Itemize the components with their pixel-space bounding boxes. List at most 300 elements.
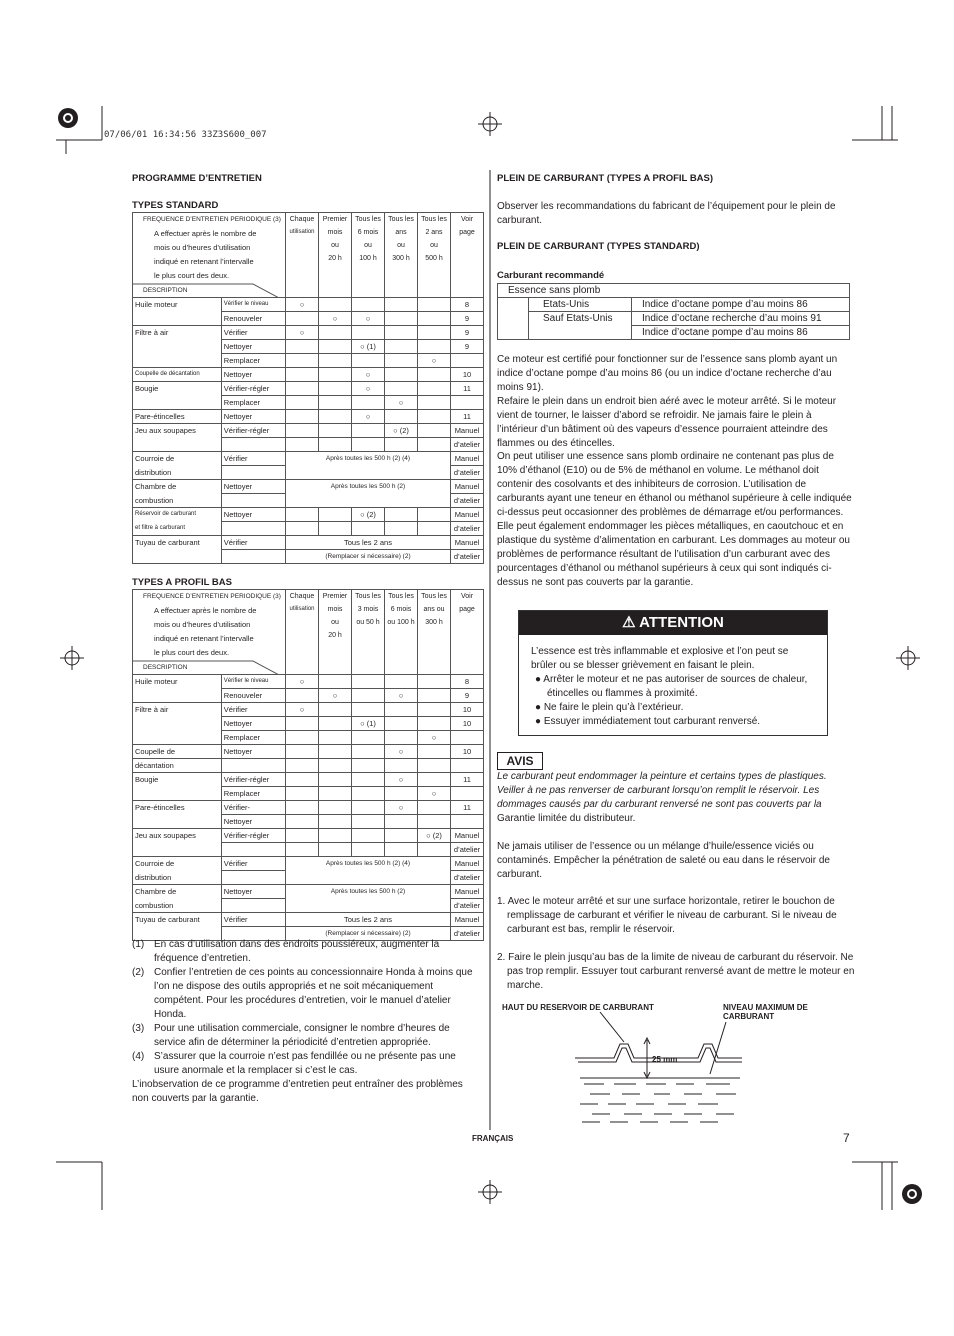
table-cell xyxy=(418,745,451,759)
table-cell: ○ xyxy=(352,382,385,396)
table-cell xyxy=(133,787,222,801)
col-text: mois xyxy=(327,606,343,613)
table-cell xyxy=(385,703,418,717)
table-cell: Nettoyer xyxy=(221,717,285,731)
section-title: PROGRAMME D’ENTRETIEN xyxy=(132,173,262,184)
table-cell xyxy=(286,731,319,745)
table-cell xyxy=(451,354,484,368)
footnote xyxy=(132,1022,476,1050)
table-cell: Remplacer xyxy=(221,731,285,745)
table-cell xyxy=(319,829,352,843)
col-text: 3 mois xyxy=(357,606,379,613)
table-cell xyxy=(451,759,484,773)
table-cell xyxy=(418,675,451,689)
table-cell xyxy=(385,340,418,354)
freq-header: FREQUENCE D’ENTRETIEN PERIODIQUE (3) xyxy=(143,216,281,223)
table-cell xyxy=(286,759,319,773)
table-cell xyxy=(352,843,385,857)
table-cell xyxy=(451,396,484,410)
cell: Tous les 2 ans xyxy=(286,913,451,927)
table-cell xyxy=(418,410,451,424)
col-text: page xyxy=(459,229,475,236)
table-cell xyxy=(286,438,319,452)
table-cell xyxy=(319,787,352,801)
cell: d’atelier xyxy=(451,899,484,913)
cell: Manuel xyxy=(451,857,484,871)
table-cell: Manuel xyxy=(451,424,484,438)
cell: Manuel xyxy=(451,885,484,899)
table-row xyxy=(133,717,484,731)
attention-label: ATTENTION xyxy=(639,614,724,631)
cell: d’atelier xyxy=(451,494,484,508)
table-row xyxy=(133,801,484,815)
table-cell xyxy=(133,689,222,703)
footnote-number: (4) xyxy=(132,1051,145,1062)
table-cell: ○ (2) xyxy=(385,424,418,438)
fuel-table xyxy=(497,283,850,340)
table-cell: ○ xyxy=(286,298,319,312)
table-cell: ○ xyxy=(385,773,418,787)
col-text: ou xyxy=(397,242,405,249)
table-cell xyxy=(286,410,319,424)
table-cell: Nettoyer xyxy=(221,410,285,424)
table-cell: décantation xyxy=(133,759,222,773)
paragraph: Ne jamais utiliser de l’essence ou un mélange d’huile/essence viciés ou contaminés. Empêcher la pénétration de saleté ou eau dans le réservoir de carburant. xyxy=(497,841,830,880)
table-cell xyxy=(352,438,385,452)
table-cell xyxy=(418,298,451,312)
table-cell xyxy=(221,759,285,773)
col-text: 300 h xyxy=(392,255,410,262)
table-cell xyxy=(451,815,484,829)
avis-text-end: Garantie limitée du distributeur. xyxy=(497,813,636,824)
table-cell xyxy=(133,354,222,368)
cell: d’atelier xyxy=(451,871,484,885)
table-cell xyxy=(286,396,319,410)
profil-title: TYPES A PROFIL BAS xyxy=(132,577,232,588)
footnote-text: Confier l’entretien de ces points au concessionnaire Honda à moins que l’on ne dispose des outils appropriés et ne soit mécaniquement compétent. Pour les procédures d’entretien, voir le manuel d’atelier Honda. xyxy=(154,967,473,1020)
table-cell xyxy=(352,801,385,815)
table-cell xyxy=(319,759,352,773)
col-text: 2 ans xyxy=(425,229,443,236)
cell: Vérifier xyxy=(221,536,285,550)
table-cell xyxy=(133,815,222,829)
maintenance-table-standard xyxy=(132,212,484,564)
fig-label-top: HAUT DU RESERVOIR DE CARBURANT xyxy=(502,1003,654,1012)
table-cell: ○ (2) xyxy=(418,829,451,843)
table-cell xyxy=(221,438,285,452)
paragraph: Ce moteur est certifié pour fonctionner sur de l’essence sans plomb ayant un indice d’octane pompe d’au moins 86 (ou un indice d’octane recherche d’au moins 91). xyxy=(497,354,838,393)
col-text: Tous les xyxy=(388,216,414,223)
table-cell xyxy=(352,675,385,689)
table-cell: 10 xyxy=(451,717,484,731)
avis-label: AVIS xyxy=(497,752,543,770)
fig-dimension: 25 mm xyxy=(652,1055,678,1064)
cell: Manuel xyxy=(451,508,484,522)
col-text: Voir xyxy=(460,216,474,223)
col-text: Tous les xyxy=(421,593,447,600)
table-cell: 11 xyxy=(451,382,484,396)
col-text: 20 h xyxy=(328,632,342,639)
table-cell: 9 xyxy=(451,312,484,326)
table-cell: Vérifier xyxy=(221,326,285,340)
table-cell: ○ xyxy=(319,689,352,703)
cell: d’atelier xyxy=(451,550,484,564)
col-text: ans xyxy=(395,229,407,236)
table-cell: Remplacer xyxy=(221,396,285,410)
cell: Tous les 2 ans xyxy=(286,536,451,550)
table-cell: Vérifier le niveau xyxy=(221,298,285,312)
col-text: 20 h xyxy=(328,255,342,262)
cell: distribution xyxy=(133,466,222,480)
table-cell: Remplacer xyxy=(221,354,285,368)
table-cell xyxy=(451,787,484,801)
table-cell xyxy=(133,843,222,857)
table-cell xyxy=(319,703,352,717)
page-number: 7 xyxy=(843,1131,850,1145)
table-cell: ○ xyxy=(286,703,319,717)
table-cell: 8 xyxy=(451,298,484,312)
cell: Manuel xyxy=(451,913,484,927)
cell: Nettoyer xyxy=(221,885,285,899)
table-cell xyxy=(352,829,385,843)
table-row xyxy=(133,382,484,396)
standard-title: TYPES STANDARD xyxy=(132,200,219,211)
table-cell xyxy=(418,759,451,773)
col-text: page xyxy=(459,606,475,613)
col-text: ou xyxy=(331,619,339,626)
table-cell xyxy=(133,731,222,745)
table-row xyxy=(133,312,484,326)
table-cell xyxy=(385,326,418,340)
col-premier: Premier xyxy=(322,216,348,223)
table-cell xyxy=(286,787,319,801)
cell: Sauf Etats-Unis xyxy=(529,312,632,340)
table-cell: 11 xyxy=(451,410,484,424)
hdr-line: indiqué en retenant l’intervalle xyxy=(154,257,254,266)
table-row xyxy=(133,843,484,857)
col-text: Tous les xyxy=(355,216,381,223)
table-cell: 9 xyxy=(451,689,484,703)
table-row xyxy=(133,368,484,382)
footnote xyxy=(132,938,476,966)
table-cell: Vérifier-régler xyxy=(221,424,285,438)
table-cell xyxy=(319,424,352,438)
table-cell xyxy=(352,731,385,745)
table-cell: Vérifier-régler xyxy=(221,382,285,396)
table-cell: Manuel xyxy=(451,829,484,843)
table-cell: ○ xyxy=(385,689,418,703)
table-cell: Vérifier xyxy=(221,703,285,717)
fuel-tank-diagram xyxy=(570,1010,750,1128)
col-text: 6 mois xyxy=(390,606,412,613)
table-cell xyxy=(286,312,319,326)
table-cell xyxy=(352,354,385,368)
table-cell xyxy=(418,815,451,829)
table-cell: ○ xyxy=(385,745,418,759)
footnote-number: (1) xyxy=(132,939,145,950)
table-cell xyxy=(418,773,451,787)
fig-label-level: CARBURANT xyxy=(723,1012,775,1021)
hdr-line: A effectuer après le nombre de xyxy=(154,229,257,238)
table-cell: ○ xyxy=(286,326,319,340)
table-cell xyxy=(352,773,385,787)
cell: Manuel xyxy=(451,480,484,494)
table-cell xyxy=(352,815,385,829)
table-cell: ○ xyxy=(286,675,319,689)
table-cell xyxy=(319,815,352,829)
table-cell xyxy=(418,689,451,703)
col-text: 100 h xyxy=(359,255,377,262)
desc-header: DESCRIPTION xyxy=(143,287,188,294)
closing-note: L’inobservation de ce programme d’entretien peut entraîner des problèmes non couverts par la garantie. xyxy=(132,1079,463,1104)
cell: et filtre à carburant xyxy=(133,522,222,536)
attention-text: L’essence est très inflammable et explosive et l’on peut se brûler ou se blesser grièvement en faisant le plein. xyxy=(531,646,789,671)
attention-bullet: Arrêter le moteur et ne pas autoriser de sources de chaleur, étincelles ou flammes à proximité. xyxy=(543,674,808,699)
table-cell xyxy=(221,843,285,857)
table-cell: d’atelier xyxy=(451,843,484,857)
table-cell xyxy=(418,382,451,396)
step-2: 2. Faire le plein jusqu’au bas de la limite de niveau de carburant du réservoir. Ne pas trop remplir. Essuyer tout carburant renversé avant de mettre le moteur en marche. xyxy=(497,952,855,991)
table-cell xyxy=(385,843,418,857)
cell: ○ (2) xyxy=(352,508,385,522)
table-cell xyxy=(385,382,418,396)
table-row xyxy=(133,298,484,312)
table-cell xyxy=(319,731,352,745)
paragraph: Refaire le plein dans un endroit bien aéré avec le moteur arrêté. Si le moteur vient de tourner, le laisser d’abord se refroidir. Ne jamais faire le plein à l’intérieur d’un bâtiment où des vapeurs d’essence pourraient atteindre des flammes ou des étincelles. xyxy=(497,396,837,449)
cell: distribution xyxy=(133,871,222,885)
maintenance-table-profil xyxy=(132,589,484,941)
cell: Vérifier xyxy=(221,857,285,871)
hdr-line: mois ou d’heures d’utilisation xyxy=(154,620,251,629)
cell: Après toutes les 500 h (2) (4) xyxy=(286,857,451,885)
table-row xyxy=(133,438,484,452)
cell: Indice d’octane pompe d’au moins 86 xyxy=(632,326,850,340)
table-row xyxy=(133,340,484,354)
table-cell xyxy=(319,745,352,759)
table-cell xyxy=(451,731,484,745)
desc-header: DESCRIPTION xyxy=(143,664,188,671)
col-chaque: Chaque xyxy=(289,593,315,600)
table-cell: ○ (1) xyxy=(352,717,385,731)
footnote xyxy=(132,1050,476,1078)
table-cell: ○ xyxy=(352,312,385,326)
col-text: 300 h xyxy=(425,619,443,626)
table-row xyxy=(133,745,484,759)
table-row xyxy=(133,675,484,689)
table-row xyxy=(133,773,484,787)
table-cell xyxy=(319,354,352,368)
footer-language: FRANÇAIS xyxy=(472,1134,514,1143)
table-cell: ○ (1) xyxy=(352,340,385,354)
table-cell xyxy=(286,801,319,815)
avis-text: Le carburant peut endommager la peinture et certains types de plastiques. Veiller à ne pas renverser de carburant lorsqu’on remplit le réservoir. Les dommages causés par du carburant renversé ne sont pas couverts par la xyxy=(497,771,827,810)
table-cell: 8 xyxy=(451,675,484,689)
table-cell xyxy=(319,368,352,382)
table-cell: Coupelle de xyxy=(133,745,222,759)
cell: Réservoir de carburant xyxy=(133,508,222,522)
table-cell xyxy=(385,438,418,452)
table-cell: Bougie xyxy=(133,773,222,787)
cell: Indice d’octane pompe d’au moins 86 xyxy=(632,298,850,312)
cell: Courroie de xyxy=(133,452,222,466)
cell: Essence sans plomb xyxy=(498,284,850,298)
table-cell: Nettoyer xyxy=(221,368,285,382)
table-cell xyxy=(319,382,352,396)
cell: combustion xyxy=(133,899,222,913)
table-cell xyxy=(286,829,319,843)
col-utilisation: utilisation xyxy=(289,229,315,235)
table-cell xyxy=(133,312,222,326)
cell: Indice d’octane recherche d’au moins 91 xyxy=(632,312,850,326)
table-cell xyxy=(385,829,418,843)
fig-label-level: NIVEAU MAXIMUM DE xyxy=(723,1003,808,1012)
table-row xyxy=(133,703,484,717)
cell: Après toutes les 500 h (2) xyxy=(286,480,451,508)
table-row xyxy=(133,815,484,829)
fuel-title-profil: PLEIN DE CARBURANT (TYPES A PROFIL BAS) xyxy=(497,173,714,184)
table-cell xyxy=(385,787,418,801)
cell: Courroie de xyxy=(133,857,222,871)
table-cell: Filtre à air xyxy=(133,326,222,340)
table-cell xyxy=(385,731,418,745)
table-cell xyxy=(319,675,352,689)
freq-header: FREQUENCE D’ENTRETIEN PERIODIQUE (3) xyxy=(143,593,281,600)
col-text: mois xyxy=(327,229,343,236)
table-row xyxy=(133,689,484,703)
table-cell xyxy=(385,354,418,368)
col-chaque: Chaque xyxy=(289,216,315,223)
table-row xyxy=(133,787,484,801)
col-text: ou xyxy=(364,242,372,249)
table-cell: ○ xyxy=(418,731,451,745)
cell: Manuel xyxy=(451,452,484,466)
col-text: ans ou xyxy=(423,606,445,613)
cell: Etats-Unis xyxy=(529,298,632,312)
col-text: ou 100 h xyxy=(387,619,415,626)
table-cell xyxy=(319,773,352,787)
table-cell: Vérifier-régler xyxy=(221,773,285,787)
table-cell: Pare-étincelles xyxy=(133,801,222,815)
table-cell: Filtre à air xyxy=(133,703,222,717)
warning-triangle-icon: ⚠ xyxy=(622,614,636,631)
fuel-title-standard: PLEIN DE CARBURANT (TYPES STANDARD) xyxy=(497,241,700,252)
table-cell: 11 xyxy=(451,801,484,815)
table-cell xyxy=(385,759,418,773)
table-cell xyxy=(385,368,418,382)
table-cell: Vérifier le niveau xyxy=(221,675,285,689)
table-cell xyxy=(418,717,451,731)
bullet-icon: ● xyxy=(535,674,544,685)
table-cell xyxy=(418,396,451,410)
table-row xyxy=(133,396,484,410)
table-cell xyxy=(133,396,222,410)
table-cell xyxy=(352,298,385,312)
col-text: ou 50 h xyxy=(356,619,380,626)
col-text: 500 h xyxy=(425,255,443,262)
footnote-text: En cas d’utilisation dans des endroits poussiéreux, augmenter la fréquence d’entretien. xyxy=(154,939,440,964)
col-text: 6 mois xyxy=(357,229,379,236)
table-cell xyxy=(286,354,319,368)
col-utilisation: utilisation xyxy=(289,606,315,612)
table-cell xyxy=(418,424,451,438)
table-cell xyxy=(385,675,418,689)
col-text: ou xyxy=(430,242,438,249)
table-cell xyxy=(286,368,319,382)
table-cell xyxy=(352,689,385,703)
table-cell: Jeu aux soupapes xyxy=(133,829,222,843)
table-cell: ○ xyxy=(352,368,385,382)
table-cell xyxy=(418,801,451,815)
bullet-icon: ● xyxy=(535,716,544,727)
paragraph: Observer les recommandations du fabricant de l’équipement pour le plein de carburant. xyxy=(497,201,836,226)
table-cell: Pare-étincelles xyxy=(133,410,222,424)
table-cell xyxy=(319,298,352,312)
cell: Vérifier xyxy=(221,452,285,466)
table-cell xyxy=(286,773,319,787)
table-cell xyxy=(319,801,352,815)
table-cell: Vérifier- xyxy=(221,801,285,815)
cell: Chambre de xyxy=(133,885,222,899)
table-cell: ○ xyxy=(385,801,418,815)
table-cell xyxy=(385,410,418,424)
table-cell: Coupelle de décantation xyxy=(133,368,222,382)
table-cell: ○ xyxy=(319,312,352,326)
cell: (Remplacer si nécessaire) (2) xyxy=(286,927,451,941)
table-cell: 10 xyxy=(451,703,484,717)
hdr-line: le plus court des deux. xyxy=(154,271,230,280)
table-cell: Nettoyer xyxy=(221,815,285,829)
footnote-text: Pour une utilisation commerciale, consigner le nombre d’heures de service afin de déterminer la périodicité d’entretien appropriée. xyxy=(154,1023,450,1048)
table-cell xyxy=(352,759,385,773)
table-cell xyxy=(418,843,451,857)
table-cell: ○ xyxy=(352,410,385,424)
table-cell xyxy=(385,298,418,312)
attention-box xyxy=(518,610,828,736)
table-cell: Huile moteur xyxy=(133,675,222,689)
table-cell xyxy=(418,326,451,340)
table-cell xyxy=(352,787,385,801)
cell: Nettoyer xyxy=(221,480,285,494)
table-cell: Huile moteur xyxy=(133,298,222,312)
hdr-line: indiqué en retenant l’intervalle xyxy=(154,634,254,643)
hdr-line: le plus court des deux. xyxy=(154,648,230,657)
table-cell: Renouveler xyxy=(221,312,285,326)
footnotes xyxy=(132,938,476,1078)
col-text: Premier xyxy=(322,593,348,600)
table-cell: 9 xyxy=(451,340,484,354)
table-cell xyxy=(319,717,352,731)
bullet-icon: ● xyxy=(535,702,544,713)
table-cell xyxy=(418,703,451,717)
table-cell xyxy=(286,717,319,731)
cell: Chambre de xyxy=(133,480,222,494)
table-cell xyxy=(418,312,451,326)
footnote-number: (3) xyxy=(132,1023,145,1034)
cell: d’atelier xyxy=(451,927,484,941)
cell: Tuyau de carburant xyxy=(133,913,222,927)
fuel-recommended-title: Carburant recommandé xyxy=(497,270,605,281)
table-cell xyxy=(352,703,385,717)
table-cell: Vérifier-régler xyxy=(221,829,285,843)
table-cell xyxy=(286,843,319,857)
table-row xyxy=(133,410,484,424)
step-1: 1. Avec le moteur arrêté et sur une surface horizontale, retirer le bouchon de remplissage de carburant et vérifier le niveau de carburant. Si le niveau de carburant est bas, remplir le réservoir. xyxy=(497,896,837,935)
table-cell xyxy=(418,340,451,354)
table-cell xyxy=(418,368,451,382)
table-cell xyxy=(418,438,451,452)
cell: Après toutes les 500 h (2) (4) xyxy=(286,452,451,480)
table-cell xyxy=(319,340,352,354)
